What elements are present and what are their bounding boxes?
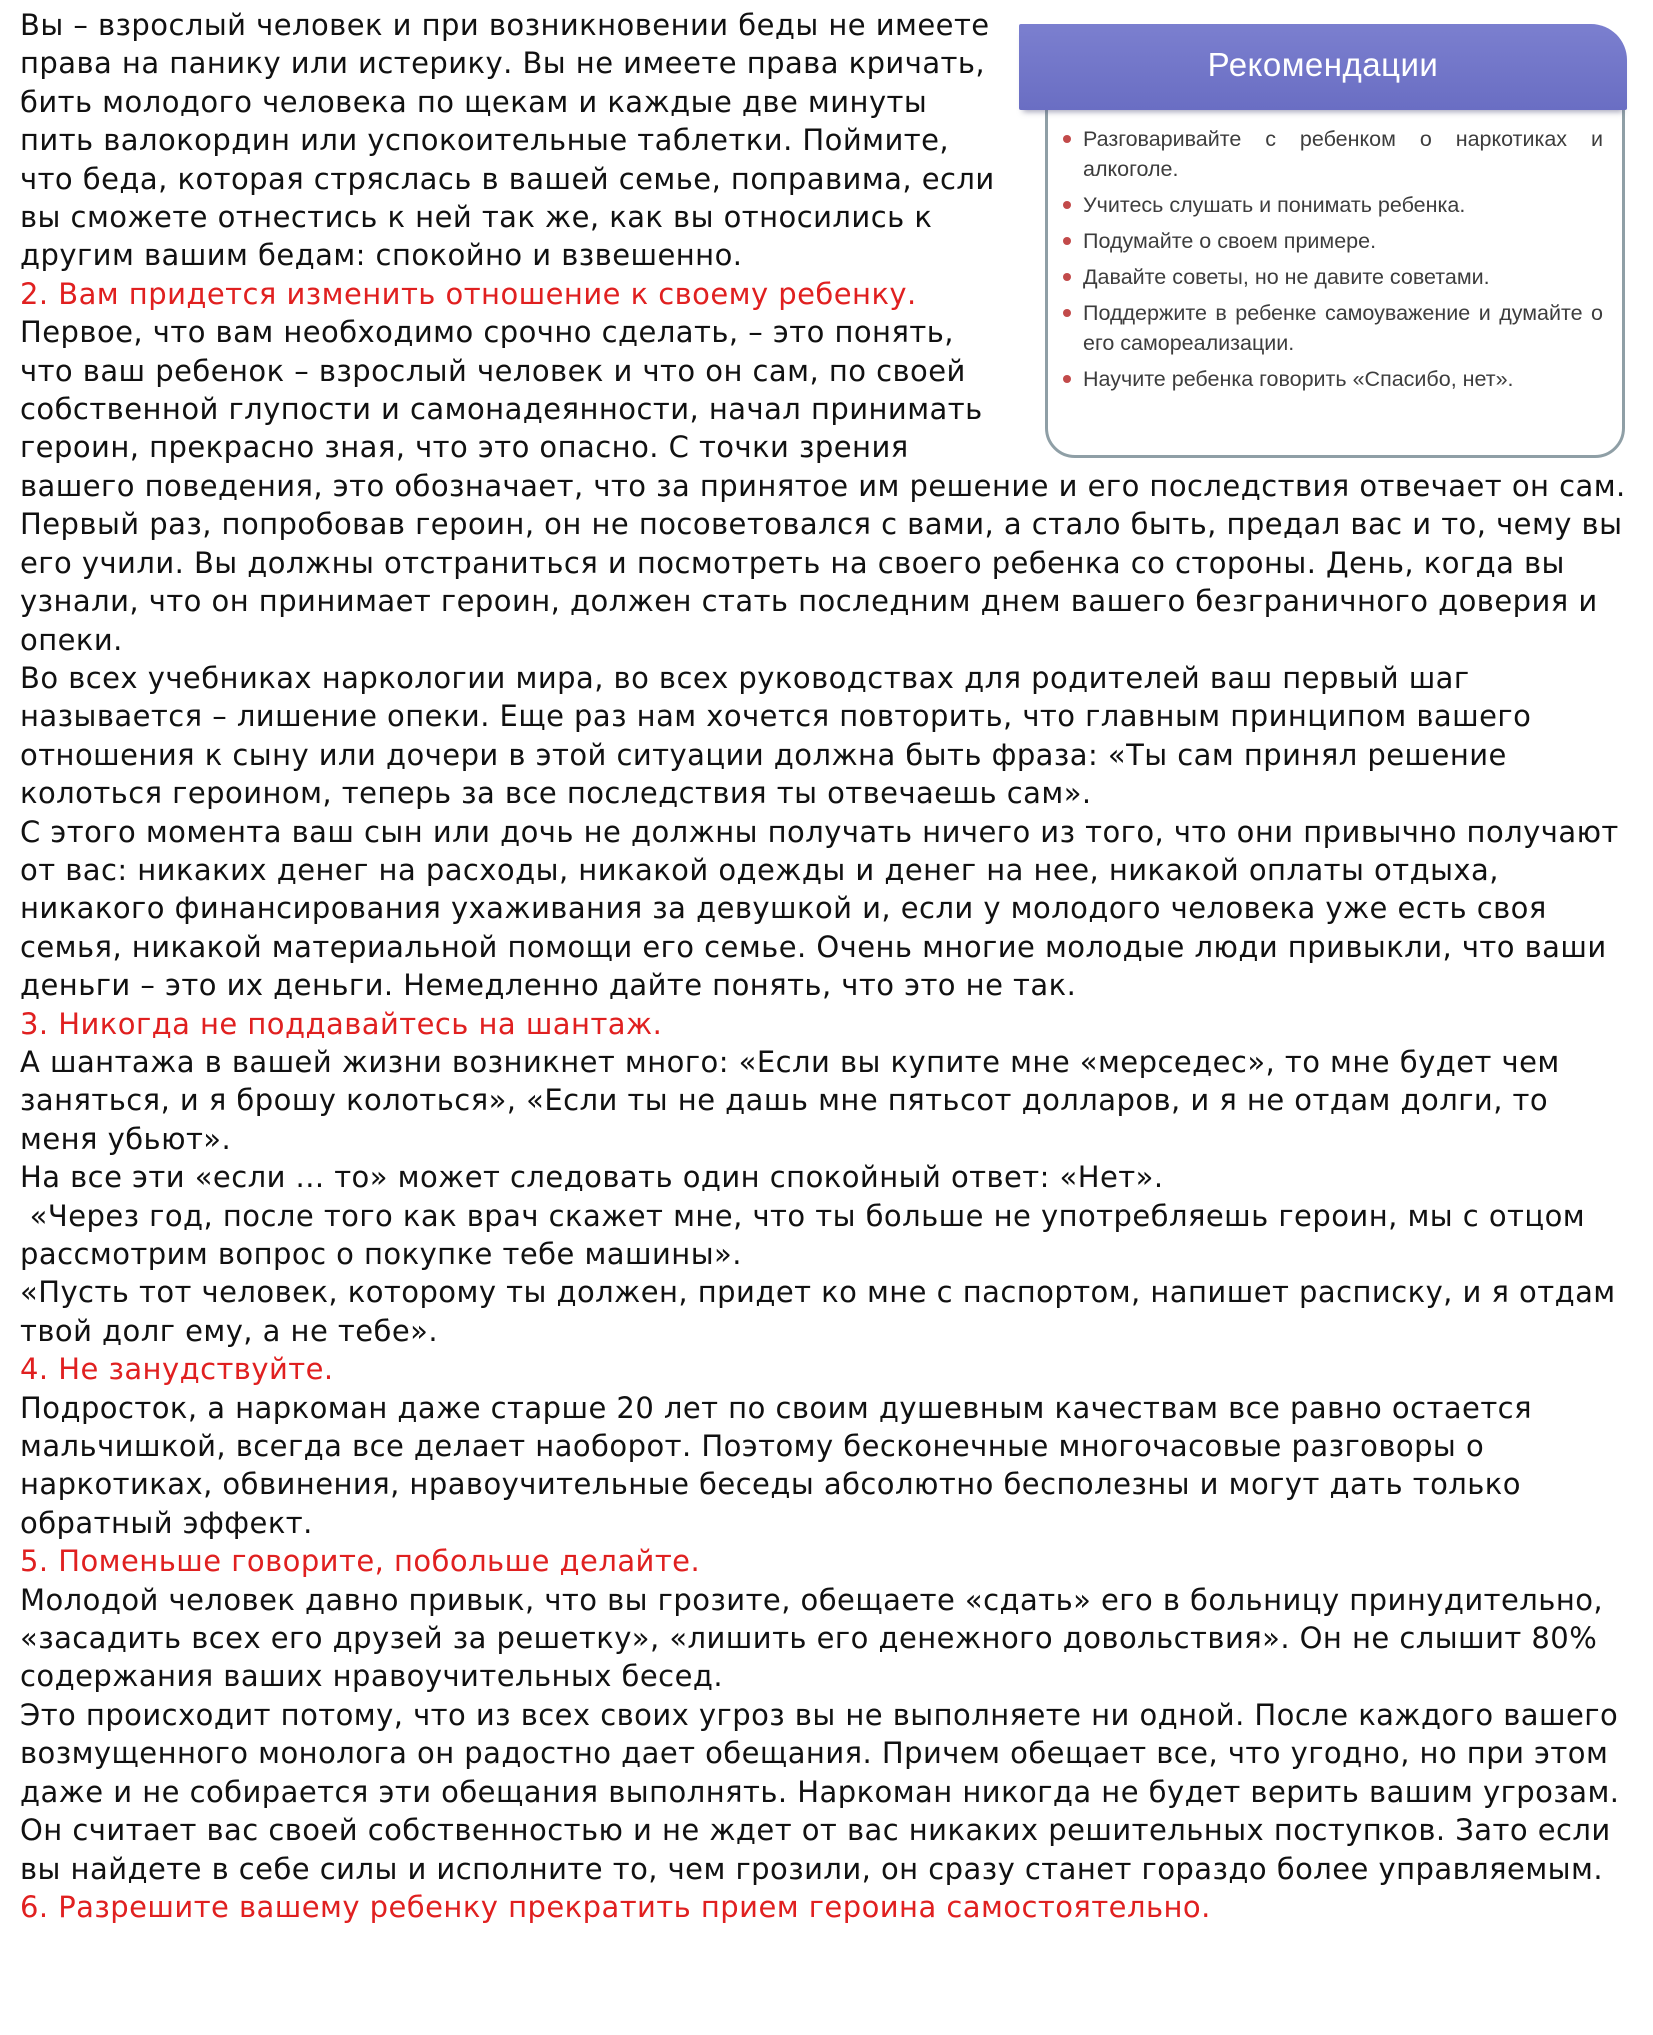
paragraph: На все эти «если ... то» может следовать один спокойный ответ: «Нет». <box>20 1160 1164 1195</box>
paragraph: А шантажа в вашей жизни возникнет много: «Если вы купите мне «мерседес», то мне будет чем заняться, и я брошу колоться», «Если ты не дашь мне пятьсот долларов, и я не отдам долги, то меня убьют». <box>20 1044 1560 1156</box>
paragraph: «Пусть тот человек, которому ты должен, придет ко мне с паспортом, напишет расписку, и я отдам твой долг ему, а не тебе». <box>20 1275 1616 1348</box>
paragraph: Первый раз, попробовав героин, он не посоветовался с вами, а стало быть, предал вас и то, чему вы его учили. Вы должны отстраниться и посмотреть на своего ребенка со стороны. День, когда вы узнали, что он принимает героин, должен стать последним днем вашего безграничного доверия и опеки. <box>20 507 1623 657</box>
section-heading: 5. Поменьше говорите, побольше делайте. <box>20 1544 701 1579</box>
paragraph: Вы – взрослый человек и при возникновении беды не имеете права на панику или истерику. Вы не имеете права кричать, бить молодого человека по щекам и каждые две минуты пить валокордин или успокоительные таблетки. Поймите, что беда, которая стряслась в вашей семье, поправима, если вы сможете отнестись к ней так же, как вы относились к другим вашим бедам: спокойно и взвешенно. <box>20 8 995 273</box>
paragraph: Первое, что вам необходимо срочно сделать, – это понять, что ваш ребенок – взрослый человек и что он сам, по своей собственной глупости и самонадеянности, начал принимать героин, прекрасно зная, что это опасно. С точки зрения вашего поведения, это обозначает, что за принятое им решение и его последствия отвечает он сам. <box>20 315 1626 503</box>
paragraph: «Через год, после того как врач скажет мне, что ты больше не употребляешь героин, мы с отцом рассмотрим вопрос о покупке тебе машины». <box>20 1198 1595 1271</box>
list-item: Научите ребенка говорить «Спасибо, нет». <box>1063 364 1603 394</box>
list-item: Подумайте о своем примере. <box>1063 226 1603 256</box>
callout-title: Рекомендации <box>1019 24 1627 110</box>
section-heading: 4. Не занудствуйте. <box>20 1352 334 1387</box>
paragraph: Во всех учебниках наркологии мира, во всех руководствах для родителей ваш первый шаг называется – лишение опеки. Еще раз нам хочется повторить, что главным принципом вашего отношения к сыну или дочери в этой ситуации должна быть фраза: «Ты сам принял решение колоться героином, теперь за все последствия ты отвечаешь сам». <box>20 660 1532 811</box>
section-heading: 6. Разрешите вашему ребенку прекратить прием героина самостоятельно. <box>20 1889 1211 1924</box>
bullet-icon <box>1063 135 1071 143</box>
list-item: Разговаривайте с ребенком о наркотиках и алкоголе. <box>1063 124 1603 184</box>
list-item: Давайте советы, но не давите советами. <box>1063 262 1603 292</box>
bullet-icon <box>1063 273 1071 281</box>
section-heading: 3. Никогда не поддавайтесь на шантаж. <box>20 1006 663 1041</box>
document-page <box>20 6 1635 1926</box>
paragraph: Молодой человек давно привык, что вы грозите, обещаете «сдать» его в больницу принудительно, «засадить всех его друзей за решетку», «лишить его денежного довольствия». Он не слышит 80% содержания ваших нравоучительных бесед. <box>20 1582 1604 1694</box>
bullet-icon <box>1063 375 1071 383</box>
recommendations-callout <box>1019 14 1639 464</box>
recommendations-list <box>1063 124 1603 400</box>
list-item: Учитесь слушать и понимать ребенка. <box>1063 190 1603 220</box>
paragraph: С этого момента ваш сын или дочь не должны получать ничего из того, что они привычно получают от вас: никаких денег на расходы, никакой одежды и денег на нее, никакой оплаты отдыха, никакого финансирования ухаживания за девушкой и, если у молодого человека уже есть своя семья, никакой материальной помощи его семье. Очень многие молодые люди привыкли, что ваши деньги – это их деньги. Немедленно дайте понять, что это не так. <box>20 814 1619 1003</box>
paragraph: Это происходит потому, что из всех своих угроз вы не выполняете ни одной. После каждого вашего возмущенного монолога он радостно дает обещания. Причем обещает все, что угодно, но при этом даже и не собирается эти обещания выполнять. Наркоман никогда не будет верить вашим угрозам. Он считает вас своей собственностью и не ждет от вас никаких решительных поступков. Зато если вы найдете в себе силы и исполните то, чем грозили, он сразу станет гораздо более управляемым. <box>20 1697 1620 1886</box>
bullet-icon <box>1063 201 1071 209</box>
bullet-icon <box>1063 309 1071 317</box>
paragraph: Подросток, а наркоман даже старше 20 лет по своим душевным качествам все равно остается мальчишкой, всегда все делает наоборот. Поэтому бесконечные многочасовые разговоры о наркотиках, обвинения, нравоучительные беседы абсолютно бесполезны и могут дать только обратный эффект. <box>20 1390 1532 1540</box>
section-heading: 2. Вам придется изменить отношение к своему ребенку. <box>20 276 917 311</box>
list-item: Поддержите в ребенке самоуважение и думайте о его самореализации. <box>1063 298 1603 358</box>
bullet-icon <box>1063 237 1071 245</box>
